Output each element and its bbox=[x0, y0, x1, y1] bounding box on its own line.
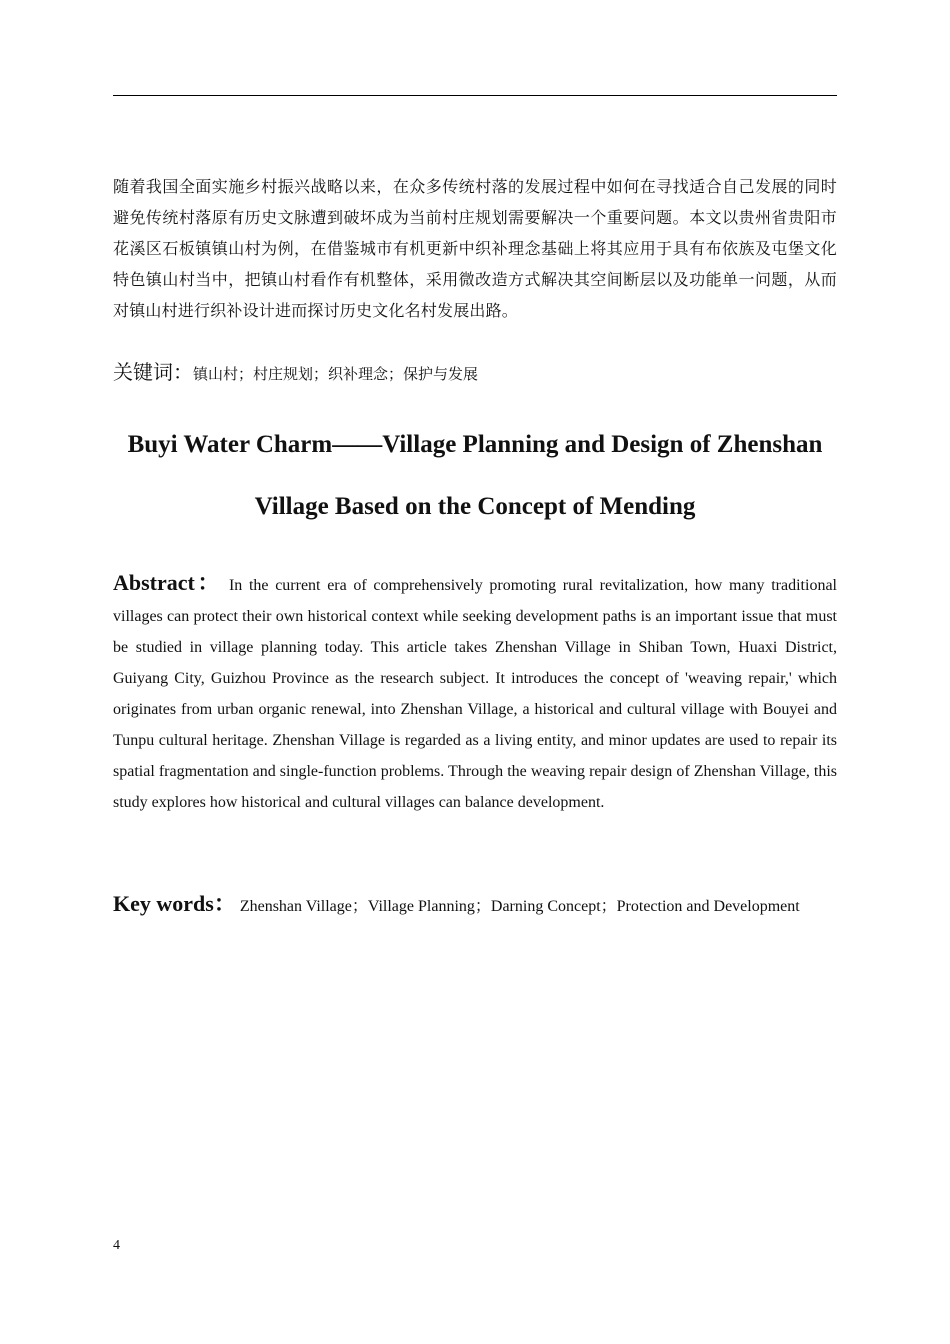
page-number: 4 bbox=[113, 1238, 120, 1253]
english-title-line-2: Village Based on the Concept of Mending bbox=[254, 493, 696, 520]
english-abstract-label: Abstract： bbox=[113, 570, 223, 595]
english-title bbox=[100, 414, 850, 538]
chinese-keywords-text: 镇山村；村庄规划；织补理念；保护与发展 bbox=[193, 365, 479, 383]
chinese-keywords-label: 关键词： bbox=[113, 360, 193, 384]
english-title-line-1: Buyi Water Charm——Village Planning and Design of Zhenshan bbox=[127, 431, 823, 458]
header-rule bbox=[113, 95, 837, 96]
english-keywords-text: Zhenshan Village；Village Planning；Darning Concept；Protection and Development bbox=[235, 898, 800, 915]
english-keywords bbox=[113, 887, 863, 918]
chinese-abstract: 随着我国全面实施乡村振兴战略以来，在众多传统村落的发展过程中如何在寻找适合自己发展的同时避免传统村落原有历史文脉遭到破坏成为当前村庄规划需要解决一个重要问题。本文以贵州省贵阳市花溪区石板镇镇山村为例，在借鉴城市有机更新中织补理念基础上将其应用于具有布依族及屯堡文化特色镇山村当中，把镇山村看作有机整体，采用微改造方式解决其空间断层以及功能单一问题，从而对镇山村进行织补设计进而探讨历史文化名村发展出路。 bbox=[113, 177, 837, 320]
english-abstract-text: In the current era of comprehensively promoting rural revitalization, how many traditional villages can protect their own historical context while seeking development paths is an important issue that must be studied in village planning today. This article takes Zhenshan Village in Shiban Town, Huaxi District, Guiyang City, Guizhou Province as the research subject. It introduces the concept of 'weaving repair,' which originates from urban organic renewal, into Zhenshan Village, a historical and cultural village with Bouyei and Tunpu cultural heritage. Zhenshan Village is regarded as a living entity, and minor updates are used to repair its spatial fragmentation and single-function problems. Through the weaving repair design of Zhenshan Village, this study explores how historical and cultural villages can balance development. bbox=[113, 577, 837, 811]
chinese-keywords bbox=[113, 356, 837, 385]
english-keywords-label: Key words： bbox=[113, 891, 236, 916]
english-abstract bbox=[113, 567, 837, 818]
